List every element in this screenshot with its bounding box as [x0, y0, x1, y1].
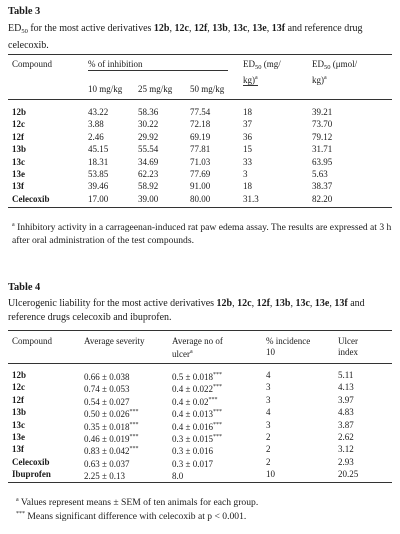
t3-cell-ed50_umol: 82.20	[312, 193, 333, 204]
t4-cell-compound: 12f	[12, 394, 24, 405]
t3-cell-d10: 53.85	[88, 169, 109, 179]
table4-footnote-a: $^a$ Values represent means ± SEM of ten animals for each group.	[16, 497, 259, 508]
table4-header-rule	[8, 363, 392, 364]
t3-cell-d10: 17.00	[88, 193, 109, 204]
t3-cell-ed50_umol: 31.71	[312, 144, 333, 155]
t4-cell-index: 3.97	[338, 394, 354, 405]
significance-mark: ***	[208, 396, 218, 403]
t4-cell-index: 4.13	[338, 382, 354, 393]
significance-mark: ***	[212, 372, 222, 378]
t4-cell-severity: 0.50 ± 0.026***	[84, 409, 139, 420]
t4-cell-severity: 0.83 ± 0.042***	[84, 446, 139, 457]
t4-cell-ulcer: 0.4 ± 0.02***	[172, 396, 218, 407]
t4-cell-severity: 0.74 ± 0.053	[84, 384, 130, 395]
t4-cell-severity: 0.66 ± 0.038	[84, 372, 130, 382]
t3-cell-ed50_umol: 38.37	[312, 181, 333, 192]
t3-cell-compound: 13c	[12, 156, 25, 167]
t4-cell-severity: 0.54 ± 0.027	[84, 396, 130, 407]
t3-cell-ed50_umol: 73.70	[312, 119, 333, 130]
t3-cell-d50: 71.03	[190, 156, 211, 167]
t3-cell-d50: 91.00	[190, 181, 211, 192]
significance-mark: ***	[212, 421, 222, 428]
t4-cell-index: 3.12	[338, 444, 354, 455]
table3-label: Table 3	[8, 6, 41, 17]
t3-cell-d50: 77.54	[190, 107, 211, 117]
significance-mark: ***	[212, 434, 222, 440]
significance-mark: ***	[129, 409, 139, 416]
t4-cell-ulcer: 0.3 ± 0.016	[172, 446, 213, 457]
t4-cell-ulcer: 0.4 ± 0.022***	[172, 384, 222, 395]
t3-cell-ed50_mg: 18	[243, 107, 252, 117]
table3-header-rule	[8, 99, 392, 100]
table3-top-rule	[8, 54, 392, 55]
t3-cell-compound: 13b	[12, 144, 27, 155]
t3-cell-d25: 30.22	[138, 119, 159, 130]
t3-cell-d10: 2.46	[88, 131, 104, 142]
t3-cell-ed50_umol: 5.63	[312, 169, 328, 179]
t4-cell-compound: 12b	[12, 370, 27, 380]
t3-cell-d50: 72.18	[190, 119, 211, 130]
t3-cell-compound: 12f	[12, 131, 24, 142]
t3-header-ed50-mg: $ED_{50}$ (mg/ kg)$^a$	[243, 59, 281, 85]
t3-cell-d10: 45.15	[88, 144, 109, 155]
t3-cell-d25: 29.92	[138, 131, 159, 142]
t3-cell-compound: Celecoxib	[12, 193, 50, 204]
t3-cell-d25: 58.92	[138, 181, 159, 192]
t4-cell-ulcer: 0.4 ± 0.016***	[172, 421, 222, 432]
t4-cell-index: 20.25	[338, 469, 359, 480]
t4-cell-incidence: 2	[266, 444, 271, 455]
t4-cell-severity: 0.46 ± 0.019***	[84, 434, 139, 444]
table3-bottom-rule	[8, 207, 392, 208]
t3-cell-d50: 80.00	[190, 193, 211, 204]
t3-header-dose-10: 10 mg/kg	[88, 84, 123, 94]
t4-cell-compound: Ibuprofen	[12, 469, 51, 480]
t4-cell-severity: 0.35 ± 0.018***	[84, 421, 139, 432]
t3-cell-ed50_umol: 39.21	[312, 107, 333, 117]
t4-cell-incidence: 2	[266, 432, 271, 442]
t3-cell-ed50_mg: 3	[243, 169, 248, 179]
table4-top-rule	[8, 330, 392, 331]
table3-caption: $ED_{50}$ for the most active derivatives 12b, 12c, 12f, 13b, 13c, 13e, 13f and reference drug celecoxib.	[8, 23, 363, 51]
t3-cell-d50: 77.69	[190, 169, 211, 179]
t3-cell-compound: 13e	[12, 169, 25, 179]
t4-cell-ulcer: 0.5 ± 0.018***	[172, 372, 222, 382]
t4-header-ulcer-no: Average no of ulcer$^a$	[172, 336, 223, 359]
table4-footnote-b: *** Means significant difference with celecoxib at p < 0.001.	[16, 511, 247, 522]
t4-cell-incidence: 3	[266, 419, 271, 430]
t4-cell-compound: 13f	[12, 444, 24, 455]
t4-header-incidence: % incidence 10	[266, 336, 311, 357]
t3-cell-d10: 39.46	[88, 181, 109, 192]
t4-cell-compound: 12c	[12, 382, 25, 393]
t3-header-dose-50: 50 mg/kg	[190, 84, 225, 94]
t4-header-severity: Average severity	[84, 336, 145, 346]
t4-cell-index: 3.87	[338, 419, 354, 430]
t3-cell-d25: 62.23	[138, 169, 159, 179]
t3-cell-d25: 39.00	[138, 193, 159, 204]
t3-header-dose-25: 25 mg/kg	[138, 84, 173, 94]
t4-cell-incidence: 10	[266, 469, 275, 480]
t3-cell-ed50_mg: 15	[243, 144, 252, 155]
t4-cell-index: 4.83	[338, 407, 354, 418]
significance-mark: ***	[129, 434, 139, 440]
t4-cell-compound: 13e	[12, 432, 25, 442]
t3-cell-compound: 12c	[12, 119, 25, 130]
significance-mark: ***	[129, 421, 139, 428]
t4-header-compound: Compound	[12, 336, 53, 346]
t4-cell-incidence: 4	[266, 407, 271, 418]
t4-header-index: Ulcer index	[338, 336, 358, 357]
t4-cell-compound: 13b	[12, 407, 27, 418]
t3-cell-compound: 12b	[12, 107, 27, 117]
t4-cell-incidence: 3	[266, 394, 271, 405]
ed50-symbol: $ED_{50}$	[8, 23, 28, 35]
t3-cell-d25: 58.36	[138, 107, 159, 117]
t4-cell-ulcer: 0.3 ± 0.015***	[172, 434, 222, 444]
t4-cell-incidence: 2	[266, 456, 271, 467]
t3-cell-compound: 13f	[12, 181, 24, 192]
table3-footnote: $^a$ Inhibitory activity in a carrageenan-induced rat paw edema assay. The results are expressed at 3 h after oral administration of the test compounds.	[12, 222, 392, 246]
t3-cell-ed50_mg: 33	[243, 156, 252, 167]
t3-cell-d10: 3.88	[88, 119, 104, 130]
t3-cell-d50: 77.81	[190, 144, 211, 155]
significance-mark: ***	[129, 446, 139, 453]
t4-cell-index: 2.62	[338, 432, 354, 442]
t4-cell-ulcer: 8.0	[172, 471, 184, 482]
t4-cell-severity: 0.63 ± 0.037	[84, 458, 130, 469]
t4-cell-ulcer: 0.3 ± 0.017	[172, 458, 213, 469]
t3-cell-ed50_mg: 36	[243, 131, 252, 142]
t3-cell-ed50_umol: 79.12	[312, 131, 333, 142]
table4-label: Table 4	[8, 282, 41, 293]
significance-mark: ***	[212, 384, 222, 391]
table4-caption: Ulcerogenic liability for the most active derivatives 12b, 12c, 12f, 13b, 13c, 13e, 13f and reference drugs celecoxib and ibuprofen.	[8, 298, 365, 323]
t3-cell-d25: 55.54	[138, 144, 159, 155]
t3-cell-ed50_umol: 63.95	[312, 156, 333, 167]
t4-cell-incidence: 4	[266, 370, 271, 380]
t3-header-ed50-umol: $ED_{50}$ (μmol/ kg)$^a$	[312, 59, 358, 85]
table4-bottom-rule	[8, 482, 392, 483]
t3-header-inhibition: % of inhibition	[88, 59, 228, 71]
t4-cell-index: 2.93	[338, 456, 354, 467]
t4-cell-ulcer: 0.4 ± 0.013***	[172, 409, 222, 420]
t3-cell-d50: 69.19	[190, 131, 211, 142]
t3-cell-d10: 18.31	[88, 156, 109, 167]
t3-cell-d25: 34.69	[138, 156, 159, 167]
t3-cell-ed50_mg: 31.3	[243, 193, 259, 204]
t4-cell-compound: 13c	[12, 419, 25, 430]
t4-cell-compound: Celecoxib	[12, 456, 50, 467]
significance-mark: ***	[212, 409, 222, 416]
t3-cell-ed50_mg: 37	[243, 119, 252, 130]
t3-header-compound: Compound	[12, 59, 53, 69]
t4-cell-incidence: 3	[266, 382, 271, 393]
t4-cell-index: 5.11	[338, 370, 354, 380]
t3-cell-ed50_mg: 18	[243, 181, 252, 192]
t4-cell-severity: 2.25 ± 0.13	[84, 471, 125, 482]
t3-cell-d10: 43.22	[88, 107, 109, 117]
